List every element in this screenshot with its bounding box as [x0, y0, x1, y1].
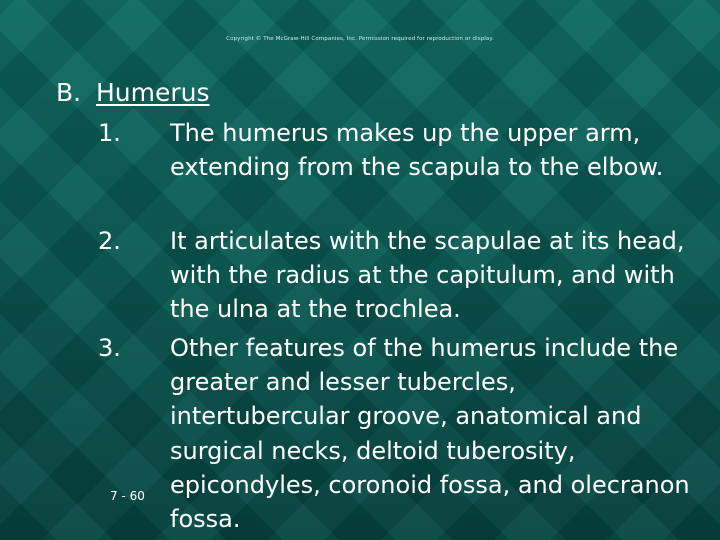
- list-item-text: Other features of the humerus include the greater and lesser tubercles, intertubercular groove, anatomical and surgical necks, deltoid tuberosity, epicondyles, coronoid fossa, and olecranon fossa.: [170, 334, 690, 534]
- list-item-number: 3.: [98, 334, 121, 362]
- list-item-number: 2.: [98, 227, 121, 255]
- section-letter: B.: [56, 78, 82, 107]
- section-title: Humerus: [96, 78, 210, 107]
- section-heading: [56, 78, 210, 108]
- list-item-number: 1.: [98, 119, 121, 147]
- copyright-notice: Copyright © The McGraw-Hill Companies, Inc. Permission required for reproduction or display.: [226, 36, 494, 42]
- slide-number: 7 - 60: [110, 489, 145, 503]
- list-item-text: It articulates with the scapulae at its head, with the radius at the capitulum, and with the ulna at the trochlea.: [170, 227, 685, 324]
- list-item-text: The humerus makes up the upper arm, extending from the scapula to the elbow.: [170, 119, 664, 182]
